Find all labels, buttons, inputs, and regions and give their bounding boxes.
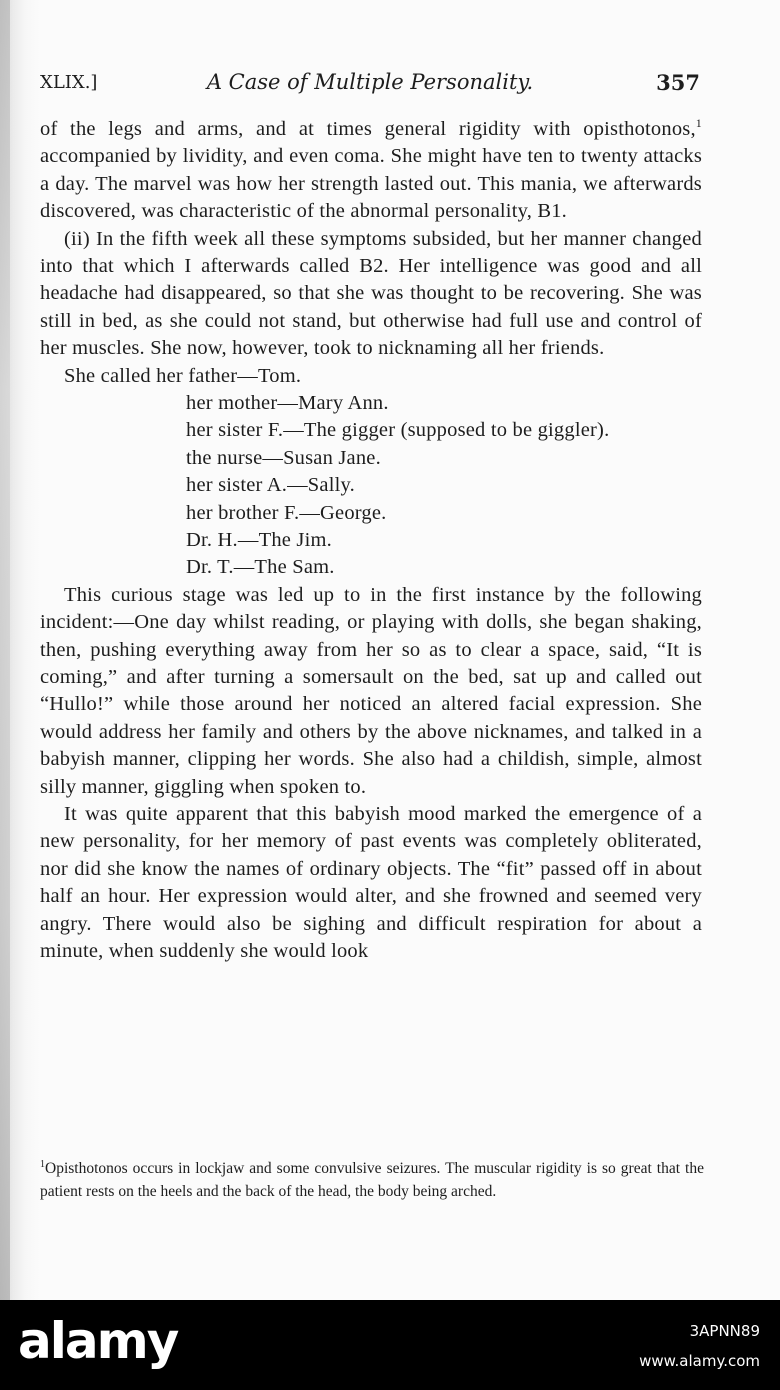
nickname-who: her sister F. xyxy=(186,419,284,442)
footnote-mark: 1 xyxy=(40,1158,45,1170)
watermark-bar xyxy=(0,1300,780,1390)
image-id: 3APNN89 xyxy=(689,1322,760,1340)
chapter-signature: XLIX.] xyxy=(40,72,98,93)
paragraph-1-rest: accompanied by lividity, and even coma. She might have ten to twenty attacks a day. The marvel was how her strength lasted out. This mania, we afterwards discovered, was characteristic of the abnormal personality, B1. xyxy=(40,145,702,223)
paragraph-3: This curious stage was led up to in the first instance by the following incident:—One day whilst reading, or playing with dolls, she began shaking, then, pushing everything away from her so as to clear a space, said, “It is coming,” and after turning a somersault on the bed, sat up and called out “Hullo!” while those around her noticed an altered facial expression. She would address her family and others by the above nicknames, and talked in a babyish manner, clipping her words. She also had a childish, simple, almost silly manner, giggling when spoken to. xyxy=(40,583,702,798)
nickname-who: Dr. T. xyxy=(186,556,234,579)
nickname-value: —Susan Jane. xyxy=(262,446,381,469)
nickname-value: —The gigger (supposed to be giggler). xyxy=(283,419,610,442)
footnote-text: Opisthotonos occurs in lockjaw and some convulsive seizures. The muscular rigidity is so great that the patient rests on the heels and the back of the head, the body being arched. xyxy=(40,1160,704,1200)
running-title: A Case of Multiple Personality. xyxy=(206,70,534,94)
paragraph-2: (ii) In the fifth week all these symptoms subsided, but her manner changed into that which I afterwards called B2. Her intelligence was good and all headache had disappeared, so that she was thought to be recovering. She was still in bed, as she could not stand, but otherwise had full use and control of her muscles. She now, however, took to nicknaming all her friends. xyxy=(40,227,702,360)
body-text xyxy=(40,116,702,965)
watermark-url: www.alamy.com xyxy=(639,1352,760,1370)
running-header xyxy=(40,70,700,102)
page-number: 357 xyxy=(656,70,700,95)
nickname-row xyxy=(40,417,702,444)
footnote-reference: 1 xyxy=(695,116,702,131)
alamy-logo: alamy xyxy=(18,1312,178,1370)
nickname-row xyxy=(40,527,702,554)
nickname-row xyxy=(40,554,702,581)
nickname-row xyxy=(40,363,702,390)
nickname-value: —George. xyxy=(299,501,387,524)
nickname-value: —The Sam. xyxy=(233,556,335,579)
nickname-row xyxy=(40,500,702,527)
nickname-row xyxy=(40,390,702,417)
nickname-who: her brother F. xyxy=(186,501,300,524)
paragraph-4: It was quite apparent that this babyish mood marked the emergence of a new personality, for her memory of past events was completely obliterated, nor did she know the names of ordinary objects. The “fit” passed off in about half an hour. Her expression would alter, and she frowned and seemed very angry. There would also be sighing and difficult respiration for about a minute, when suddenly she would look xyxy=(40,803,702,963)
nickname-who: her father xyxy=(156,364,238,387)
nickname-who: her sister A. xyxy=(186,474,288,497)
nickname-value: —The Jim. xyxy=(237,529,332,551)
nickname-intro: She called her father xyxy=(64,364,238,387)
footnote xyxy=(40,1158,704,1203)
nickname-who: her mother xyxy=(186,392,278,415)
paragraph-1 xyxy=(40,116,702,226)
nickname-value: —Sally. xyxy=(287,474,355,497)
nickname-row xyxy=(40,472,702,499)
nickname-value: —Mary Ann. xyxy=(277,392,389,415)
page-binding-edge xyxy=(0,0,10,1300)
nickname-who: the nurse xyxy=(186,446,263,469)
nickname-row xyxy=(40,445,702,472)
nickname-value: —Tom. xyxy=(237,364,302,387)
nickname-who: Dr. H. xyxy=(186,529,238,551)
nickname-list xyxy=(40,363,702,582)
paragraph-1-start: of the legs and arms, and at times general rigidity with opisthotonos, xyxy=(40,118,696,140)
